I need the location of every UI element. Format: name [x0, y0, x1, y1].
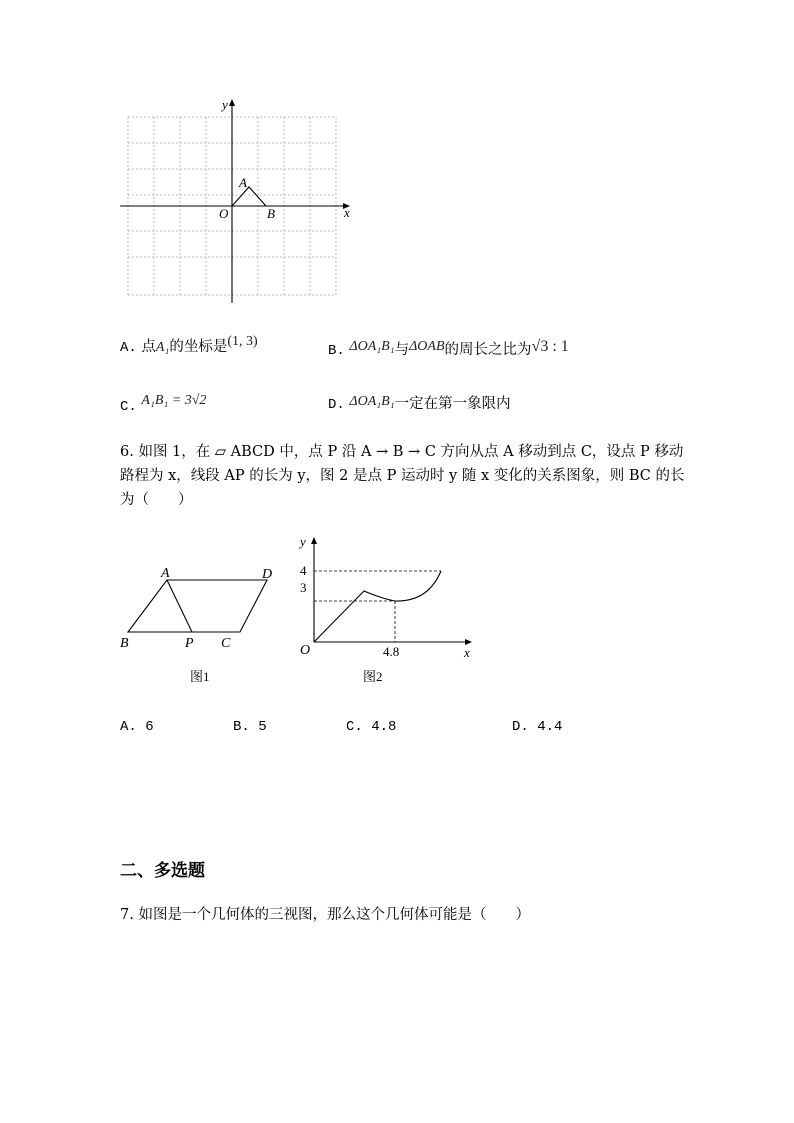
option-expr: A₁ [155, 340, 170, 355]
label-d: D [262, 567, 273, 582]
tick-label-4: 4 [300, 563, 307, 578]
q6-option-c: C. 4.8 [346, 719, 397, 735]
option-letter: B. [328, 343, 345, 359]
origin-label: O [219, 206, 229, 221]
q5-option-b [328, 338, 569, 359]
label-a: A [161, 566, 170, 581]
section-heading: 二、多选题 [120, 861, 205, 881]
q6-option-b: B. 5 [233, 719, 267, 735]
parallelogram-abcd [128, 580, 267, 632]
option-text-pre: 点 [141, 339, 156, 355]
q6-stem-line-1: 6. 如图 1，在 ▱ ABCD 中，点 P 沿 A → B → C 方向从点 A 移动到点 C，设点 P 移动 [120, 444, 684, 460]
x-axis-label: x [344, 205, 350, 220]
q6-stem-line-2: 路程为 x，线段 AP 的长为 y，图 2 是点 P 运动时 y 随 x 变化的关系图象，则 BC 的长 [120, 468, 685, 484]
option-text-post: 的周长之比为 [444, 342, 532, 358]
q5-option-a [120, 335, 258, 356]
y-axis-arrow [229, 99, 235, 106]
figure-2-caption: 图2 [363, 669, 383, 684]
q6-option-d: D. 4.4 [512, 719, 563, 735]
option-letter: C. [120, 399, 137, 415]
q6-stem-line-3: 为（ ） [120, 492, 193, 508]
option-expr-2: ΔOAB [409, 339, 445, 354]
coordinate-grid-figure [110, 95, 370, 310]
option-value: √3 : 1 [531, 338, 569, 355]
tick-label-3: 3 [300, 580, 307, 595]
option-letter: D. [328, 397, 345, 413]
option-text-mid: 与 [394, 342, 410, 358]
q7-stem: 7. 如图是一个几何体的三视图，那么这个几何体可能是（ ） [120, 907, 530, 923]
function-graph-figure [288, 532, 488, 690]
segment-ap [167, 580, 192, 632]
figure-1-caption: 图1 [190, 669, 210, 684]
label-p: P [185, 636, 194, 651]
point-a-label: A [239, 175, 247, 190]
y-axis-label: y [300, 534, 306, 549]
y-axis-label: y [222, 97, 228, 112]
triangle-oab [232, 187, 266, 206]
option-value: (1, 3) [227, 334, 258, 349]
point-b-label: B [267, 206, 275, 221]
graph-curve [314, 571, 441, 642]
option-expr: ΔOA₁B₁ [349, 394, 395, 409]
option-expr: A₁B₁ = 3√2 [141, 393, 207, 408]
origin-label: O [300, 643, 311, 658]
parallelogram-figure [112, 560, 287, 690]
y-axis-arrow [311, 537, 317, 544]
q5-option-c [120, 392, 207, 415]
guide-lines [314, 571, 441, 642]
option-letter: A. [120, 340, 137, 356]
label-c: C [221, 636, 231, 651]
q6-option-a: A. 6 [120, 719, 154, 735]
option-text-post: 的坐标是 [169, 339, 228, 355]
option-text-post: 一定在第一象限内 [394, 396, 511, 412]
label-b: B [120, 636, 129, 651]
option-expr-1: ΔOA₁B₁ [349, 339, 395, 354]
x-axis-label: x [464, 645, 470, 660]
tick-label-4-8: 4.8 [383, 644, 400, 659]
q5-option-d [328, 392, 511, 413]
